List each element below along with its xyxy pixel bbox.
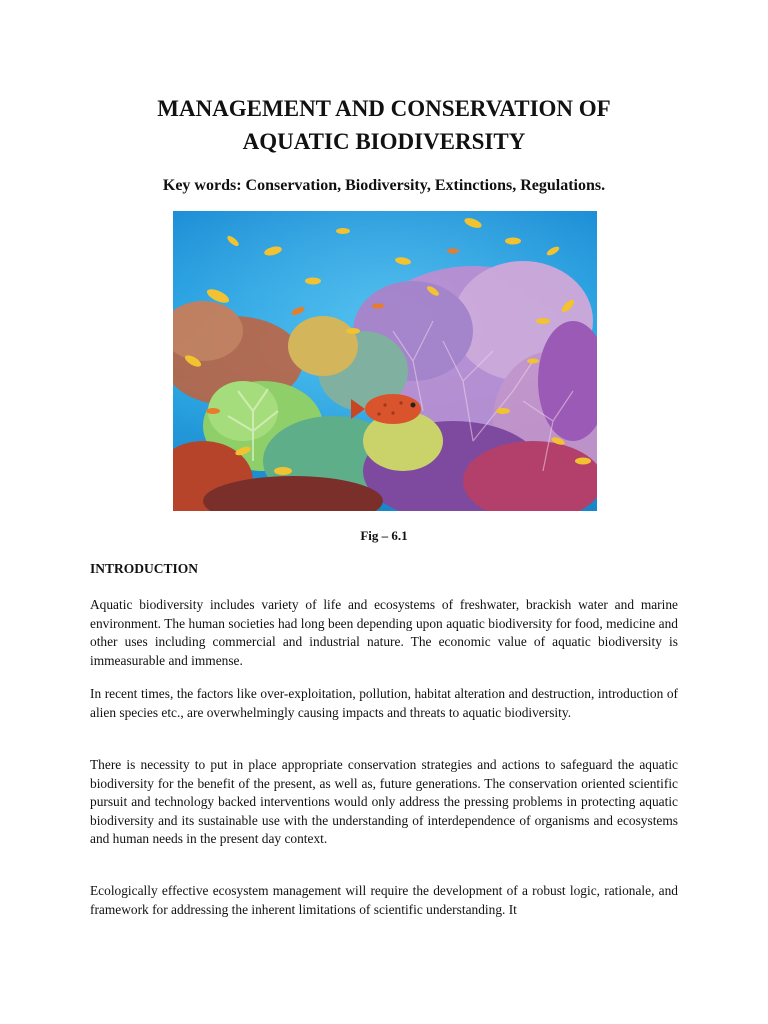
paragraph-3: There is necessity to put in place appropriate conservation strategies and actions to safeguard the aquatic biodiversity for the benefit of the present, as well as, future generations. The conservation oriented scientific pursuit and technology backed interventions would only address the pressing problems in protecting aquatic biodiversity and its sustainable use with the understanding of interdependence of organisms and ecosystems and human needs in the present day context. [90, 757, 678, 846]
paragraph-1: Aquatic biodiversity includes variety of life and ecosystems of freshwater, brackish water and marine environment. The human societies had long been depending upon aquatic biodiversity for food, medicine and other uses including commercial and industrial nature. The economic value of aquatic biodiversity is immeasurable and immense. [90, 597, 678, 668]
title-line-2: AQUATIC BIODIVERSITY [242, 129, 526, 154]
document-title [90, 92, 678, 158]
paragraph-2: In recent times, the factors like over-exploitation, pollution, habitat alteration and destruction, introduction of alien species etc., are overwhelmingly causing impacts and threats to aquatic biodiversity. [90, 686, 678, 720]
keywords-line: Key words: Conservation, Biodiversity, Extinctions, Regulations. [162, 177, 606, 194]
section-heading: INTRODUCTION [90, 561, 199, 576]
coral-reef-photo [173, 211, 597, 511]
figure-caption: Fig – 6.1 [360, 528, 408, 543]
title-line-1: MANAGEMENT AND CONSERVATION OF [157, 96, 611, 121]
paragraph-4: Ecologically effective ecosystem management will require the development of a robust logic, rationale, and framework for addressing the inherent limitations of scientific understanding. It [90, 883, 678, 917]
